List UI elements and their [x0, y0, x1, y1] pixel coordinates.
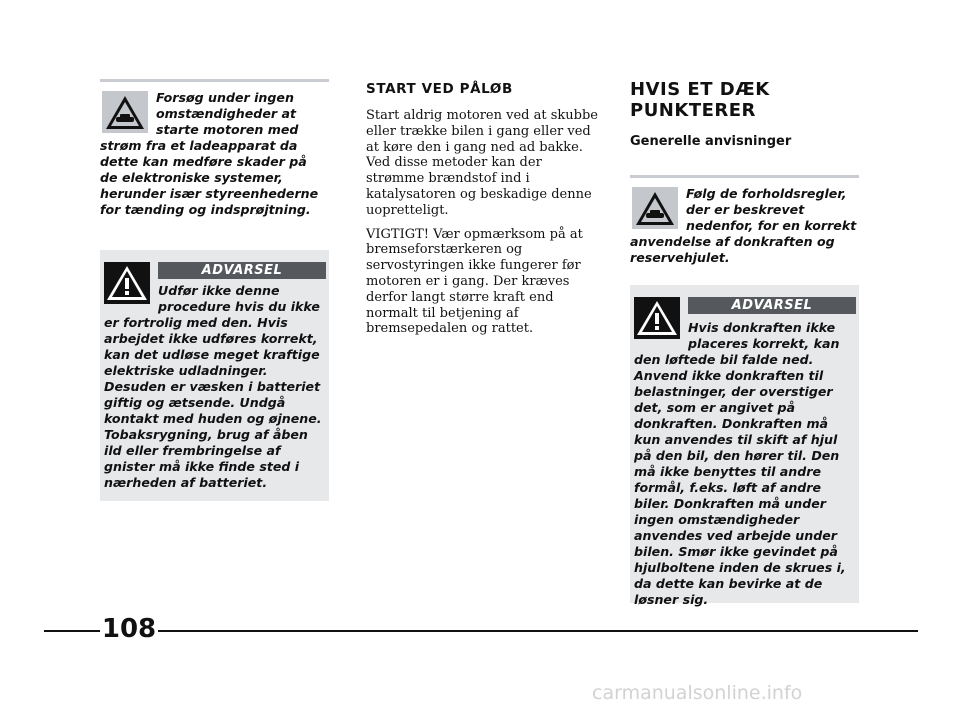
warning-box-1 — [100, 250, 329, 501]
caution-2-text: anvendelse af donkraften og reservehjulet. — [630, 234, 835, 265]
caution-1-line-3: starte motoren med — [156, 122, 299, 137]
warning-1-line-1: Udfør ikke denne — [158, 283, 280, 298]
caution-note-1 — [100, 79, 329, 228]
start-by-push-title: START VED PÅLØB — [366, 81, 513, 97]
flat-tyre-title-line-1: HVIS ET DÆK — [630, 79, 770, 100]
warning-2-line-2: placeres korrekt, kan — [688, 336, 840, 351]
advarsel-label-1: ADVARSEL — [158, 262, 326, 279]
paragraph-2: VIGTIGT! Vær opmærksom på at bremseforstærkeren og servostyringen ikke fungerer før motoren er i gang. Der kræves derfor langt større kraft end normalt til betjening af bremsepedalen og rattet. — [366, 226, 583, 337]
footer-rule-right — [158, 630, 918, 632]
warning-1-line-2: procedure hvis du ikke — [158, 299, 320, 314]
caution-1-text: strøm fra et ladeapparat da dette kan medføre skader på de elektroniske systemer, herunder især styreenhederne for tænding og indsprøjtning. — [100, 138, 319, 217]
general-instructions-subtitle: Generelle anvisninger — [630, 134, 792, 149]
caution-1-line-2: omstændigheder at — [156, 106, 296, 121]
start-by-push-body — [366, 108, 602, 345]
warning-2-text: den løftede bil falde ned. Anvend ikke donkraften til belastninger, der overstiger det, som er angivet på donkraften. Donkraften må kun anvendes til skift af hjul på den bil, den hører til. Den må ikke benyttes til andre formål, f.eks. løft af andre biler. Donkraften må under ingen omstændigheder anvendes ved arbejde under bilen. Smør ikke gevindet på hjulboltene inden de skrues i, da dette kan bevirke at de løsner sig. — [634, 352, 846, 607]
flat-tyre-title-line-2: PUNKTERER — [630, 100, 756, 121]
caution-1-line-1: Forsøg under ingen — [156, 90, 294, 105]
page-number: 108 — [101, 614, 157, 644]
warning-1-text: er fortrolig med den. Hvis arbejdet ikke udføres korrekt, kan det udløse meget kraftige elektriske udladninger. Desuden er væsken i batteriet giftig og ætsende. Undgå kontakt med huden og øjnene. Tobaksrygning, brug af åben ild eller frembringelse af gnister må ikke finde sted i nærheden af batteriet. — [104, 315, 322, 490]
caution-2-line-3: nedenfor, for en korrekt — [686, 218, 857, 233]
warning-box-2 — [630, 285, 859, 607]
warning-2-line-1: Hvis donkraften ikke — [688, 320, 836, 335]
caution-2-line-1: Følg de forholdsregler, — [686, 186, 847, 201]
advarsel-label-2: ADVARSEL — [688, 297, 856, 314]
flat-tyre-title — [630, 79, 770, 121]
caution-note-2 — [630, 175, 859, 278]
paragraph-1: Start aldrig motoren ved at skubbe eller trække bilen i gang eller ved at køre den i gang ned ad bakke. Ved disse metoder kan der strømme brændstof ind i katalysatoren og beskadige denne uopretteligt. — [366, 108, 598, 218]
footer-rule-left — [44, 630, 100, 632]
watermark-text: carmanualsonline.info — [592, 682, 803, 704]
caution-2-line-2: der er beskrevet — [686, 202, 805, 217]
